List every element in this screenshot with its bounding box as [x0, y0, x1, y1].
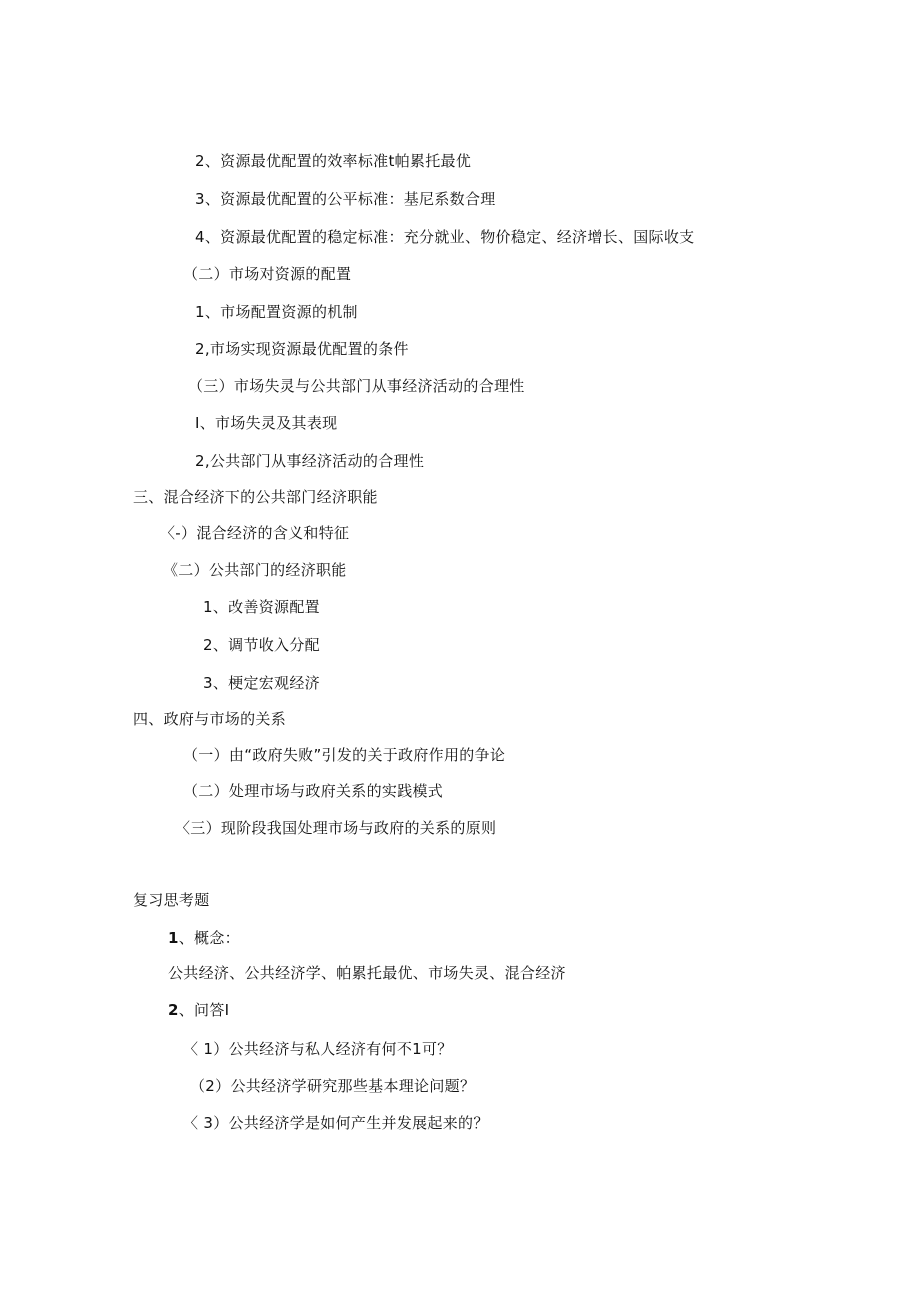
review-title: 复习思考题 — [133, 891, 210, 909]
concept-number: 1 — [168, 929, 179, 947]
outline-line: （三）市场失灵与公共部门从事经济活动的合理性 — [188, 377, 525, 395]
outline-line: I、市场失灵及其表现 — [195, 414, 338, 432]
concept-heading — [168, 928, 240, 948]
outline-line: 1、改善资源配置 — [203, 598, 320, 616]
outline-line: 2,公共部门从事经济活动的合理性 — [195, 452, 425, 470]
concept-label: 、概念： — [178, 929, 240, 947]
outline-line: 《二）公共部门的经济职能 — [163, 561, 347, 579]
outline-line: 1、市场配置资源的机制 — [195, 303, 358, 321]
outline-line: 2、资源最优配置的效率标准t帕累托最优 — [195, 152, 472, 170]
qa-label: 、问答I — [178, 1001, 230, 1019]
question-item: 〈 3）公共经济学是如何产生并发展起来的？ — [183, 1114, 489, 1132]
outline-line: （二）市场对资源的配置 — [183, 265, 352, 283]
qa-number: 2 — [168, 1001, 179, 1019]
outline-line: （二）处理市场与政府关系的实践模式 — [183, 782, 444, 800]
outline-line: 4、资源最优配置的稳定标准：充分就业、物价稳定、经济增长、国际收支 — [195, 228, 695, 246]
qa-heading — [168, 1000, 229, 1020]
outline-line: 2、调节收入分配 — [203, 636, 320, 654]
concept-list: 公共经济、公共经济学、帕累托最优、市场失灵、混合经济 — [168, 964, 566, 982]
outline-line: 〈三）现阶段我国处理市场与政府的关系的原则 — [175, 819, 497, 837]
section-heading: 四、政府与市场的关系 — [133, 710, 287, 728]
outline-line: 2,市场实现资源最优配置的条件 — [195, 340, 409, 358]
outline-line: （一）由“政府失败”引发的关于政府作用的争论 — [183, 746, 506, 764]
outline-line: 〈-）混合经济的含义和特征 — [160, 524, 350, 542]
outline-line: 3、资源最优配置的公平标准：基尼系数合理 — [195, 190, 496, 208]
outline-line: 3、梗定宏观经济 — [203, 674, 320, 692]
question-item: 〈 1）公共经济与私人经济有何不1可？ — [183, 1040, 453, 1058]
question-item: （2）公共经济学研究那些基本理论问题？ — [190, 1077, 476, 1095]
section-heading: 三、混合经济下的公共部门经济职能 — [133, 488, 378, 506]
